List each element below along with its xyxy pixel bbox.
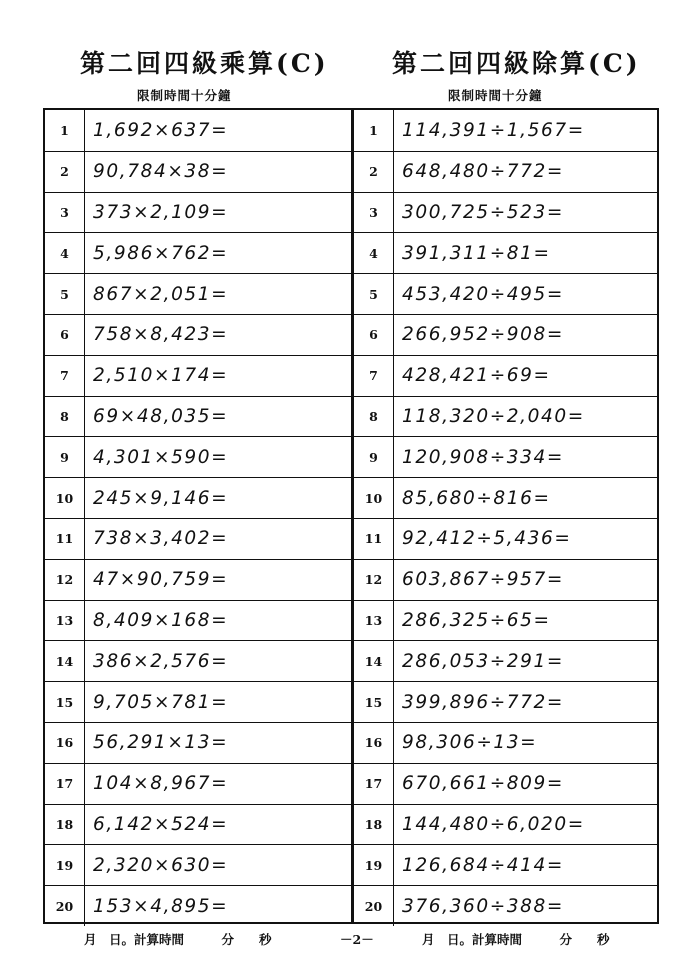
multiplication-problem-number: 11 (45, 519, 85, 559)
multiplication-problem-row (45, 192, 351, 233)
division-problem-row (354, 722, 657, 763)
division-problem-number: 16 (354, 723, 394, 763)
footer-left-time-record: 月 日。計算時間 分 秒 (84, 932, 272, 947)
multiplication-problem-expression: 153×4,895= (93, 895, 229, 917)
multiplication-problem-row (45, 844, 351, 885)
division-problem-expression: 300,725÷523= (402, 201, 565, 223)
multiplication-problem-row (45, 436, 351, 477)
multiplication-problem-number: 20 (45, 886, 85, 926)
division-problem-expression: 266,952÷908= (402, 324, 565, 346)
division-problem-number: 12 (354, 560, 394, 600)
division-problem-expression: 144,480÷6,020= (402, 813, 585, 835)
division-problem-number: 1 (354, 110, 394, 151)
division-problem-row (354, 477, 657, 518)
division-problem-number: 15 (354, 682, 394, 722)
division-problem-expression: 286,053÷291= (402, 650, 565, 672)
multiplication-title: 第二回四級乘算(C) (80, 49, 329, 78)
multiplication-problem-row (45, 518, 351, 559)
multiplication-problem-expression: 373×2,109= (93, 201, 229, 223)
division-problem-expression: 98,306÷13= (402, 732, 538, 754)
division-problem-expression: 670,661÷809= (402, 773, 565, 795)
multiplication-problem-expression: 90,784×38= (93, 161, 229, 183)
multiplication-problem-row (45, 763, 351, 804)
division-problem-row (354, 355, 657, 396)
division-problem-row (354, 314, 657, 355)
division-problem-number: 13 (354, 601, 394, 641)
division-problem-number: 11 (354, 519, 394, 559)
division-problem-row (354, 600, 657, 641)
division-problem-expression: 114,391÷1,567= (402, 119, 585, 141)
division-problem-expression: 85,680÷816= (402, 487, 551, 509)
multiplication-problem-number: 2 (45, 152, 85, 192)
division-problem-row (354, 804, 657, 845)
multiplication-problem-expression: 6,142×524= (93, 813, 229, 835)
page-number: －2－ (340, 932, 374, 947)
division-problem-number: 20 (354, 886, 394, 926)
division-problem-expression: 92,412÷5,436= (402, 528, 572, 550)
multiplication-problem-row (45, 314, 351, 355)
division-problem-row (354, 396, 657, 437)
division-title: 第二回四級除算(C) (392, 49, 641, 78)
division-problem-row (354, 681, 657, 722)
division-problem-expression: 453,420÷495= (402, 283, 565, 305)
multiplication-problem-expression: 47×90,759= (93, 569, 229, 591)
multiplication-problem-number: 8 (45, 397, 85, 437)
division-problem-expression: 428,421÷69= (402, 365, 551, 387)
multiplication-problem-row (45, 110, 351, 151)
division-problem-number: 2 (354, 152, 394, 192)
multiplication-problem-number: 6 (45, 315, 85, 355)
multiplication-problem-expression: 867×2,051= (93, 283, 229, 305)
division-problem-row (354, 110, 657, 151)
multiplication-problem-row (45, 273, 351, 314)
division-problem-row (354, 518, 657, 559)
multiplication-problem-row (45, 600, 351, 641)
division-time-limit: 限制時間十分鐘 (448, 88, 543, 103)
division-problem-number: 9 (354, 437, 394, 477)
multiplication-problem-expression: 1,692×637= (93, 119, 229, 141)
multiplication-problem-expression: 4,301×590= (93, 446, 229, 468)
multiplication-problem-number: 4 (45, 233, 85, 273)
multiplication-table (43, 108, 353, 924)
multiplication-problem-number: 14 (45, 641, 85, 681)
multiplication-problem-row (45, 804, 351, 845)
multiplication-problem-number: 17 (45, 764, 85, 804)
division-problem-number: 7 (354, 356, 394, 396)
multiplication-problem-number: 7 (45, 356, 85, 396)
multiplication-problem-row (45, 151, 351, 192)
multiplication-problem-number: 19 (45, 845, 85, 885)
footer-right-time-record: 月 日。計算時間 分 秒 (422, 932, 610, 947)
multiplication-problem-row (45, 885, 351, 926)
division-problem-number: 4 (354, 233, 394, 273)
multiplication-problem-number: 5 (45, 274, 85, 314)
division-problem-row (354, 844, 657, 885)
multiplication-problem-number: 3 (45, 193, 85, 233)
multiplication-problem-number: 16 (45, 723, 85, 763)
division-problem-number: 6 (354, 315, 394, 355)
division-problem-row (354, 192, 657, 233)
division-problem-number: 19 (354, 845, 394, 885)
multiplication-problem-expression: 8,409×168= (93, 609, 229, 631)
multiplication-problem-row (45, 396, 351, 437)
division-problem-row (354, 436, 657, 477)
multiplication-problem-expression: 245×9,146= (93, 487, 229, 509)
multiplication-time-limit: 限制時間十分鐘 (137, 88, 232, 103)
division-problem-row (354, 151, 657, 192)
division-problem-expression: 399,896÷772= (402, 691, 565, 713)
multiplication-problem-number: 9 (45, 437, 85, 477)
division-problem-expression: 120,908÷334= (402, 446, 565, 468)
division-problem-row (354, 273, 657, 314)
division-problem-expression: 376,360÷388= (402, 895, 565, 917)
division-problem-expression: 603,867÷957= (402, 569, 565, 591)
division-problem-number: 17 (354, 764, 394, 804)
multiplication-problem-expression: 2,510×174= (93, 365, 229, 387)
multiplication-problem-expression: 69×48,035= (93, 405, 229, 427)
multiplication-problem-number: 15 (45, 682, 85, 722)
division-table (352, 108, 659, 924)
multiplication-problem-expression: 2,320×630= (93, 854, 229, 876)
multiplication-problem-number: 12 (45, 560, 85, 600)
multiplication-problem-number: 18 (45, 805, 85, 845)
multiplication-problem-row (45, 355, 351, 396)
multiplication-problem-row (45, 640, 351, 681)
division-problem-expression: 126,684÷414= (402, 854, 565, 876)
division-problem-expression: 648,480÷772= (402, 161, 565, 183)
multiplication-problem-row (45, 559, 351, 600)
multiplication-problem-row (45, 722, 351, 763)
multiplication-problem-expression: 5,986×762= (93, 242, 229, 264)
division-problem-number: 14 (354, 641, 394, 681)
division-problem-expression: 391,311÷81= (402, 242, 551, 264)
multiplication-problem-number: 10 (45, 478, 85, 518)
division-problem-number: 5 (354, 274, 394, 314)
division-problem-number: 8 (354, 397, 394, 437)
multiplication-problem-expression: 758×8,423= (93, 324, 229, 346)
division-problem-number: 3 (354, 193, 394, 233)
division-problem-row (354, 640, 657, 681)
multiplication-problem-number: 1 (45, 110, 85, 151)
multiplication-problem-expression: 9,705×781= (93, 691, 229, 713)
division-problem-row (354, 232, 657, 273)
division-problem-row (354, 763, 657, 804)
multiplication-problem-expression: 104×8,967= (93, 773, 229, 795)
division-problem-row (354, 885, 657, 926)
multiplication-problem-expression: 386×2,576= (93, 650, 229, 672)
multiplication-problem-number: 13 (45, 601, 85, 641)
multiplication-problem-expression: 56,291×13= (93, 732, 229, 754)
multiplication-problem-row (45, 477, 351, 518)
multiplication-problem-row (45, 232, 351, 273)
multiplication-problem-expression: 738×3,402= (93, 528, 229, 550)
division-problem-number: 10 (354, 478, 394, 518)
multiplication-problem-row (45, 681, 351, 722)
division-problem-expression: 118,320÷2,040= (402, 405, 585, 427)
division-problem-row (354, 559, 657, 600)
division-problem-number: 18 (354, 805, 394, 845)
division-problem-expression: 286,325÷65= (402, 609, 551, 631)
